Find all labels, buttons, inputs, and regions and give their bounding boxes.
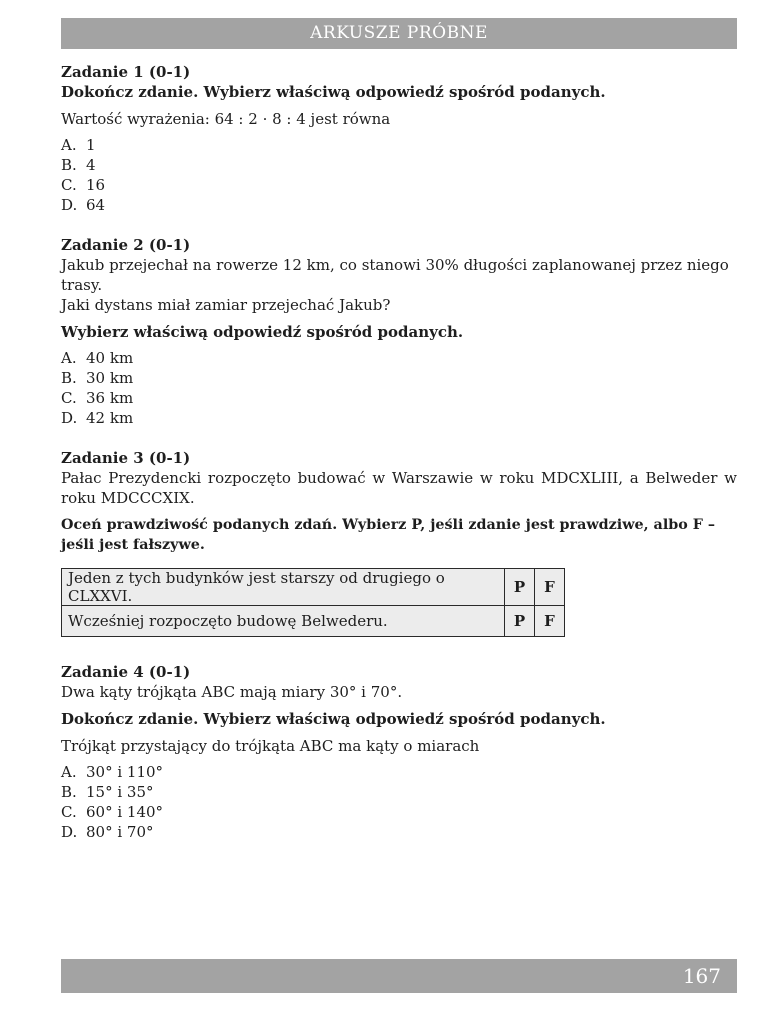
answer-option-d[interactable]: D. 64 — [61, 196, 106, 214]
task-4 — [61, 662, 737, 842]
page-number: 167 — [682, 964, 721, 988]
answer-option-a[interactable]: A. 30° i 110° — [61, 763, 164, 781]
task-3-instruction: Oceń prawdziwość podanych zdań. Wybierz P, jeśli zdanie jest prawdziwe, albo F – jeśli jest fałszywe. — [61, 517, 716, 553]
page-header — [61, 18, 737, 49]
task-4-stem: Trójkąt przystający do trójkąta ABC ma kąty o miarach — [61, 737, 480, 755]
task-2-instruction: Wybierz właściwą odpowiedź spośród podanych. — [61, 323, 464, 341]
task-2 — [61, 235, 737, 428]
task-1-stem: Wartość wyrażenia: 64 : 2 · 8 : 4 jest równa — [61, 110, 391, 128]
task-4-instruction: Dokończ zdanie. Wybierz właściwą odpowiedź spośród podanych. — [61, 710, 606, 728]
answer-option-a[interactable]: A. 40 km — [61, 349, 134, 367]
answer-option-d[interactable]: D. 42 km — [61, 409, 134, 427]
header-title: ARKUSZE PRÓBNE — [310, 23, 488, 43]
statement-cell: Jeden z tych budynków jest starszy od drugiego o CLXXVI. — [62, 569, 505, 606]
task-1 — [61, 62, 737, 215]
task-4-text: Dwa kąty trójkąta ABC mają miary 30° i 70°. — [61, 683, 403, 701]
task-1-title: Zadanie 1 (0-1) — [61, 63, 191, 81]
task-2-text: Jakub przejechał na rowerze 12 km, co stanowi 30% długości zaplanowanej przez niego trasy. — [61, 256, 729, 294]
answer-option-a[interactable]: A. 1 — [61, 136, 96, 154]
answer-option-b[interactable]: B. 30 km — [61, 369, 134, 387]
task-1-instruction: Dokończ zdanie. Wybierz właściwą odpowiedź spośród podanych. — [61, 83, 606, 101]
task-1-options — [61, 135, 737, 215]
statement-cell: Wcześniej rozpoczęto budowę Belwederu. — [62, 606, 505, 637]
true-option[interactable]: P — [505, 569, 535, 606]
false-option[interactable]: F — [535, 606, 565, 637]
false-option[interactable]: F — [535, 569, 565, 606]
task-2-options — [61, 348, 737, 428]
table-row — [62, 569, 565, 606]
answer-option-b[interactable]: B. 4 — [61, 156, 96, 174]
table-row — [62, 606, 565, 637]
answer-option-c[interactable]: C. 16 — [61, 176, 106, 194]
task-4-options — [61, 762, 737, 842]
task-4-title: Zadanie 4 (0-1) — [61, 663, 191, 681]
answer-option-b[interactable]: B. 15° i 35° — [61, 783, 154, 801]
answer-option-c[interactable]: C. 36 km — [61, 389, 134, 407]
page-footer — [61, 959, 737, 993]
main-content — [61, 62, 737, 842]
task-2-question: Jaki dystans miał zamiar przejechać Jakub? — [61, 296, 391, 314]
true-false-table — [61, 568, 565, 637]
task-2-title: Zadanie 2 (0-1) — [61, 236, 191, 254]
task-3-title: Zadanie 3 (0-1) — [61, 449, 191, 467]
task-3 — [61, 448, 737, 637]
answer-option-d[interactable]: D. 80° i 70° — [61, 823, 154, 841]
task-3-text: Pałac Prezydencki rozpoczęto budować w Warszawie w roku MDCXLIII, a Belweder w roku MDCCCXIX. — [61, 469, 737, 507]
true-option[interactable]: P — [505, 606, 535, 637]
answer-option-c[interactable]: C. 60° i 140° — [61, 803, 164, 821]
